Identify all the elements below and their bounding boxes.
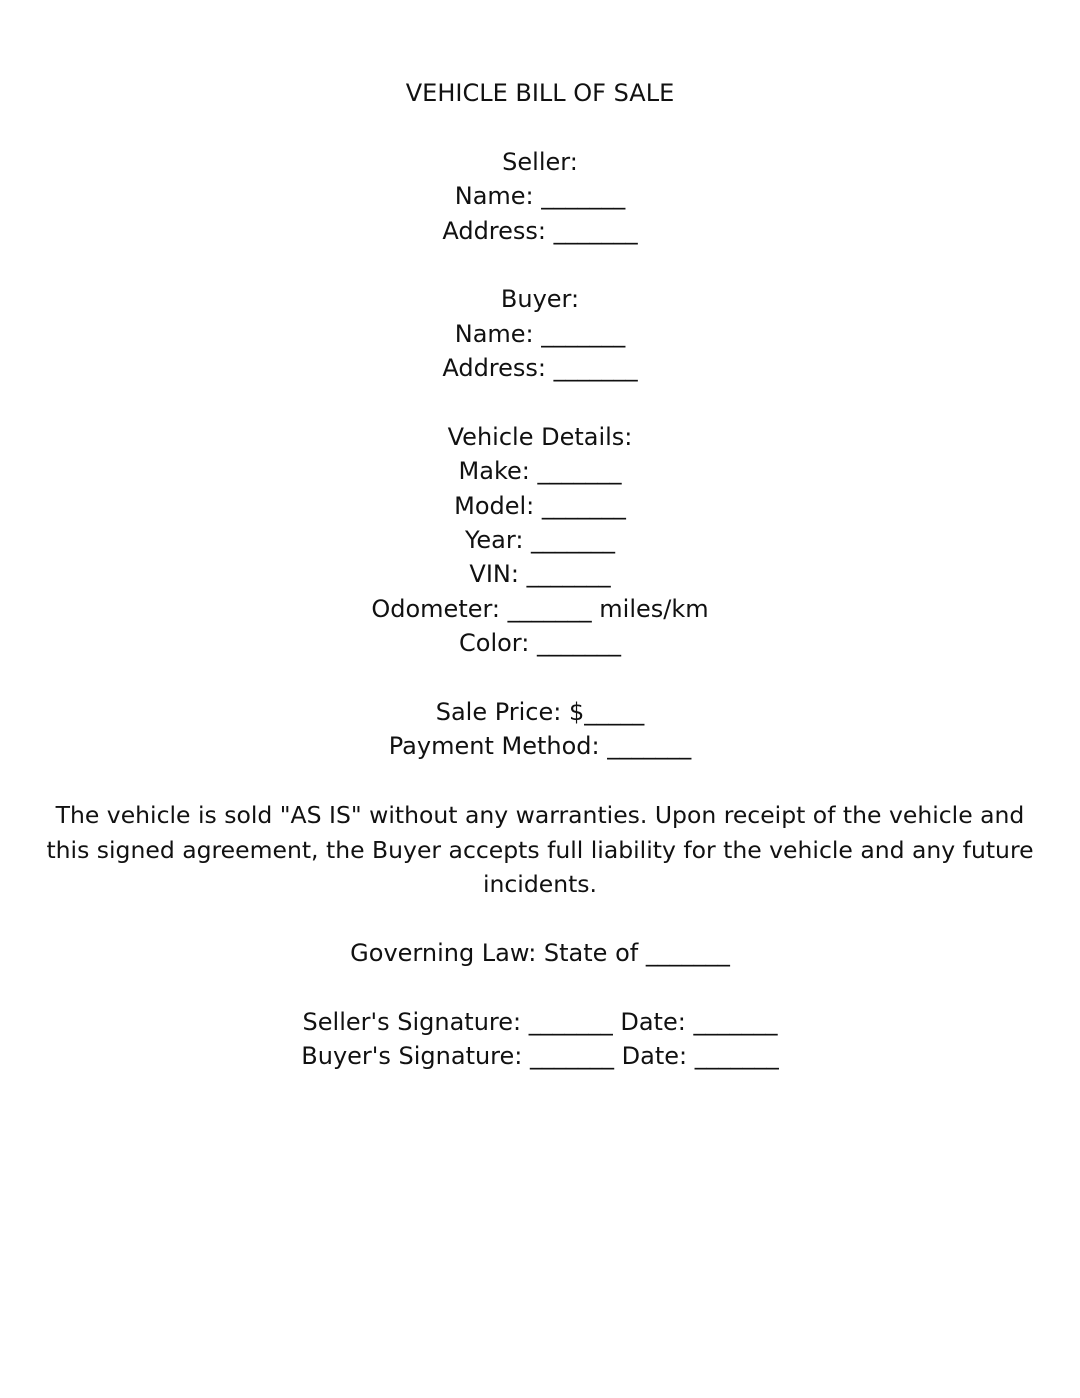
buyer-signature-field: Buyer's Signature: _______ Date: _______ (301, 1041, 779, 1070)
buyer-address-field: Address: _______ (442, 354, 638, 383)
seller-name-field: Name: _______ (454, 182, 626, 211)
spacer (0, 110, 1080, 144)
buyer-heading: Buyer: (500, 285, 580, 314)
buyer-name-field: Name: _______ (454, 319, 626, 348)
vehicle-color-field: Color: _______ (459, 629, 621, 658)
vehicle-odometer-field: Odometer: _______ miles/km (371, 594, 709, 623)
vehicle-details-section (0, 420, 1080, 661)
document-title: VEHICLE BILL OF SALE (405, 79, 675, 107)
governing-law-field: Governing Law: State of _______ (350, 938, 730, 967)
payment-section (0, 695, 1080, 764)
seller-section (0, 145, 1080, 248)
as-is-disclaimer: The vehicle is sold "AS IS" without any warranties. Upon receipt of the vehicle and this signed agreement, the Buyer accepts full liability for the vehicle and any future incidents. (46, 801, 1034, 899)
spacer (0, 764, 1080, 798)
spacer (0, 386, 1080, 420)
seller-address-field: Address: _______ (442, 216, 638, 245)
spacer (0, 970, 1080, 1004)
vehicle-vin-field: VIN: _______ (469, 560, 611, 589)
spacer (0, 248, 1080, 282)
vehicle-make-field: Make: _______ (458, 457, 622, 486)
payment-method-field: Payment Method: _______ (388, 732, 692, 761)
vehicle-model-field: Model: _______ (454, 491, 626, 520)
seller-signature-field: Seller's Signature: _______ Date: _______ (302, 1007, 778, 1036)
signatures-section (0, 1005, 1080, 1074)
vehicle-year-field: Year: _______ (464, 526, 616, 555)
spacer (0, 661, 1080, 695)
buyer-section (0, 282, 1080, 385)
sale-price-field: Sale Price: $_____ (435, 698, 645, 727)
vehicle-details-heading: Vehicle Details: (447, 422, 633, 451)
seller-heading: Seller: (502, 147, 578, 176)
spacer (0, 901, 1080, 935)
